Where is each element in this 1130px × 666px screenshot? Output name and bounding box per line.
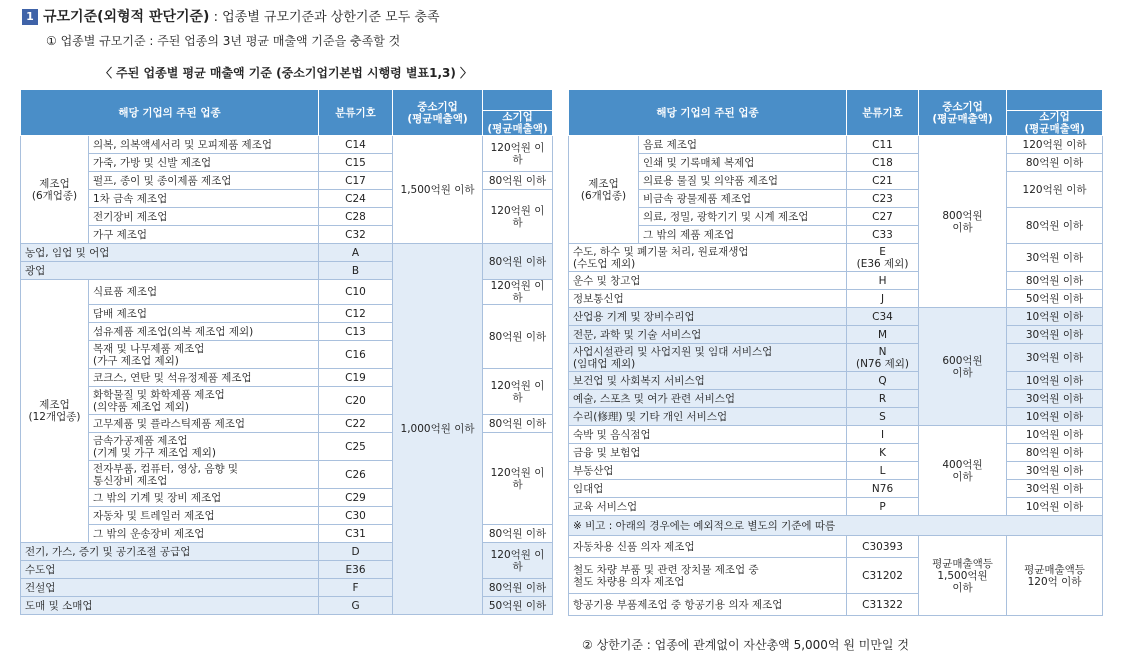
header-medium: 중소기업 (평균매출액)	[393, 90, 483, 136]
table-row	[569, 172, 1103, 190]
industry-code: I	[847, 426, 919, 444]
industry-name: 금속가공제품 제조업 (기계 및 가구 제조업 제외)	[89, 433, 319, 461]
industry-code: C30	[319, 507, 393, 525]
industry-code: C28	[319, 208, 393, 226]
industry-code: N76	[847, 480, 919, 498]
small-threshold: 30억원 이하	[1007, 462, 1103, 480]
industry-name: 식료품 제조업	[89, 280, 319, 305]
section-title: 규모기준(외형적 판단기준)	[43, 9, 210, 25]
industry-name: 섬유제품 제조업(의복 제조업 제외)	[89, 323, 319, 341]
industry-code: C10	[319, 280, 393, 305]
industry-name: 비금속 광물제품 제조업	[639, 190, 847, 208]
exception-name: 자동차용 신품 의자 제조업	[569, 536, 847, 558]
industry-code: C33	[847, 226, 919, 244]
industry-code: C31	[319, 525, 393, 543]
small-threshold: 50억원 이하	[1007, 290, 1103, 308]
industry-name: 전문, 과학 및 기술 서비스업	[569, 326, 847, 344]
industry-code: C32	[319, 226, 393, 244]
industry-name: 의료, 정밀, 광학기기 및 시계 제조업	[639, 208, 847, 226]
small-threshold: 30억원 이하	[1007, 244, 1103, 272]
industry-name: 전기장비 제조업	[89, 208, 319, 226]
industry-name: 의복, 의복액세서리 및 모피제품 제조업	[89, 136, 319, 154]
industry-code: C29	[319, 489, 393, 507]
industry-name: 사업시설관리 및 사업지원 및 임대 서비스업 (임대업 제외)	[569, 344, 847, 372]
left-table	[20, 89, 553, 615]
small-threshold: 10억원 이하	[1007, 408, 1103, 426]
small-threshold: 80억원 이하	[1007, 208, 1103, 244]
industry-name: 정보통신업	[569, 290, 847, 308]
industry-code: E36	[319, 561, 393, 579]
medium-threshold: 1,000억원 이하	[393, 244, 483, 615]
industry-name: 숙박 및 음식점업	[569, 426, 847, 444]
industry-code: C21	[847, 172, 919, 190]
table-row	[569, 154, 1103, 172]
table-row	[569, 136, 1103, 154]
industry-code: Q	[847, 372, 919, 390]
industry-name: 수도, 하수 및 폐기물 처리, 원료재생업 (수도업 제외)	[569, 244, 847, 272]
medium-threshold: 1,500억원 이하	[393, 136, 483, 244]
medium-threshold: 800억원 이하	[919, 136, 1007, 308]
industry-code: N (N76 제외)	[847, 344, 919, 372]
industry-name: 가구 제조업	[89, 226, 319, 244]
header-industry: 해당 기업의 주된 업종	[21, 90, 319, 136]
table-row	[569, 272, 1103, 290]
table-row	[569, 516, 1103, 536]
header-small: 소기업 (평균매출액)	[1007, 111, 1103, 136]
section-number-badge: 1	[22, 9, 38, 25]
table-row	[21, 90, 553, 111]
industry-name: 의료용 물질 및 의약품 제조업	[639, 172, 847, 190]
industry-code: C19	[319, 369, 393, 387]
industry-name: 산업용 기계 및 장비수리업	[569, 308, 847, 326]
small-threshold: 50억원 이하	[483, 597, 553, 615]
industry-name: 전기, 가스, 증기 및 공기조절 공급업	[21, 543, 319, 561]
exception-code: C31202	[847, 558, 919, 594]
right-table	[568, 89, 1103, 616]
industry-code: P	[847, 498, 919, 516]
small-threshold: 120억원 이하	[483, 136, 553, 172]
industry-name: 고무제품 및 플라스틱제품 제조업	[89, 415, 319, 433]
industry-name: 인쇄 및 기록매체 복제업	[639, 154, 847, 172]
small-threshold: 120억원 이하	[1007, 136, 1103, 154]
industry-code: C14	[319, 136, 393, 154]
table-row	[569, 90, 1103, 111]
industry-name: 음료 제조업	[639, 136, 847, 154]
exception-code: C30393	[847, 536, 919, 558]
small-threshold: 30억원 이하	[1007, 390, 1103, 408]
industry-code: C11	[847, 136, 919, 154]
industry-name: 예술, 스포츠 및 여가 관련 서비스업	[569, 390, 847, 408]
industry-name: 자동차 및 트레일러 제조업	[89, 507, 319, 525]
industry-name: 담배 제조업	[89, 305, 319, 323]
industry-code: C13	[319, 323, 393, 341]
industry-name: 화학물질 및 화학제품 제조업 (의약품 제조업 제외)	[89, 387, 319, 415]
criterion-2: ② 상한기준 : 업종에 관계없이 자산총액 5,000억 원 미만일 것	[582, 638, 909, 652]
industry-code: L	[847, 462, 919, 480]
industry-code: C34	[847, 308, 919, 326]
industry-code: K	[847, 444, 919, 462]
header-code: 분류기호	[847, 90, 919, 136]
industry-name: 그 밖의 제품 제조업	[639, 226, 847, 244]
industry-name: 금융 및 보험업	[569, 444, 847, 462]
small-threshold: 10억원 이하	[1007, 372, 1103, 390]
industry-code: J	[847, 290, 919, 308]
header-small-pad	[1007, 90, 1103, 111]
small-threshold: 10억원 이하	[1007, 308, 1103, 326]
industry-code: A	[319, 244, 393, 262]
small-threshold: 80억원 이하	[1007, 444, 1103, 462]
small-threshold: 80억원 이하	[483, 244, 553, 280]
industry-name: 임대업	[569, 480, 847, 498]
group-manufacturing-6: 제조업 (6개업종)	[569, 136, 639, 244]
header-small: 소기업 (평균매출액)	[483, 111, 553, 136]
table-row	[569, 208, 1103, 226]
small-threshold: 80억원 이하	[1007, 272, 1103, 290]
industry-name: 코크스, 연탄 및 석유정제품 제조업	[89, 369, 319, 387]
small-threshold: 30억원 이하	[1007, 480, 1103, 498]
industry-code: G	[319, 597, 393, 615]
header-small-pad	[483, 90, 553, 111]
industry-code: C16	[319, 341, 393, 369]
small-threshold: 120억원 이하	[1007, 172, 1103, 208]
small-threshold: 30억원 이하	[1007, 326, 1103, 344]
table-row	[569, 536, 1103, 558]
industry-name: 도매 및 소매업	[21, 597, 319, 615]
industry-name: 운수 및 창고업	[569, 272, 847, 290]
industry-name: 농업, 임업 및 어업	[21, 244, 319, 262]
small-threshold: 120억원 이하	[483, 280, 553, 305]
exception-name: 철도 차량 부품 및 관련 장치물 제조업 중 철도 차량용 의자 제조업	[569, 558, 847, 594]
industry-code: S	[847, 408, 919, 426]
table-row	[569, 344, 1103, 372]
industry-code: C26	[319, 461, 393, 489]
table-row	[569, 462, 1103, 480]
exception-small: 평균매출액등 120억 이하	[1007, 536, 1103, 616]
industry-name: 전자부품, 컴퓨터, 영상, 음향 및 통신장비 제조업	[89, 461, 319, 489]
small-threshold: 80억원 이하	[483, 172, 553, 190]
industry-code: E (E36 제외)	[847, 244, 919, 272]
industry-code: C17	[319, 172, 393, 190]
industry-code: R	[847, 390, 919, 408]
industry-code: C22	[319, 415, 393, 433]
industry-code: C23	[847, 190, 919, 208]
medium-threshold: 600억원 이하	[919, 308, 1007, 426]
header-medium: 중소기업 (평균매출액)	[919, 90, 1007, 136]
table-row	[569, 244, 1103, 272]
small-threshold: 30억원 이하	[1007, 344, 1103, 372]
small-threshold: 120억원 이하	[483, 543, 553, 579]
industry-name: 그 밖의 기계 및 장비 제조업	[89, 489, 319, 507]
table-caption: 〈 주된 업종별 평균 매출액 기준 (중소기업기본법 시행령 별표1,3) 〉	[100, 66, 473, 80]
exception-medium: 평균매출액등 1,500억원 이하	[919, 536, 1007, 616]
industry-code: C25	[319, 433, 393, 461]
table-row	[569, 308, 1103, 326]
group-manufacturing-12: 제조업 (12개업종)	[21, 280, 89, 543]
small-threshold: 10억원 이하	[1007, 498, 1103, 516]
industry-code: F	[319, 579, 393, 597]
industry-code: C12	[319, 305, 393, 323]
header-code: 분류기호	[319, 90, 393, 136]
industry-name: 수리(修理) 및 기타 개인 서비스업	[569, 408, 847, 426]
industry-name: 1차 금속 제조업	[89, 190, 319, 208]
small-threshold: 120억원 이하	[483, 433, 553, 525]
small-threshold: 120억원 이하	[483, 369, 553, 415]
exception-name: 항공기용 부품제조업 중 항공기용 의자 제조업	[569, 594, 847, 616]
industry-name: 부동산업	[569, 462, 847, 480]
table-row	[569, 290, 1103, 308]
table-row	[569, 444, 1103, 462]
small-threshold: 120억원 이하	[483, 190, 553, 244]
table-row	[569, 480, 1103, 498]
small-threshold: 80억원 이하	[483, 525, 553, 543]
exception-code: C31322	[847, 594, 919, 616]
table-row	[569, 390, 1103, 408]
table-row	[21, 136, 553, 154]
section-heading	[22, 6, 440, 26]
table-row	[569, 426, 1103, 444]
industry-code: C24	[319, 190, 393, 208]
industry-code: H	[847, 272, 919, 290]
industry-name: 교육 서비스업	[569, 498, 847, 516]
industry-name: 건설업	[21, 579, 319, 597]
table-row	[569, 408, 1103, 426]
industry-code: C15	[319, 154, 393, 172]
note-row: ※ 비고 : 아래의 경우에는 예외적으로 별도의 기준에 따름	[569, 516, 1103, 536]
industry-name: 그 밖의 운송장비 제조업	[89, 525, 319, 543]
group-manufacturing-6: 제조업 (6개업종)	[21, 136, 89, 244]
industry-name: 펄프, 종이 및 종이제품 제조업	[89, 172, 319, 190]
industry-name: 목재 및 나무제품 제조업 (가구 제조업 제외)	[89, 341, 319, 369]
industry-code: C27	[847, 208, 919, 226]
section-title-desc: : 업종별 규모기준과 상한기준 모두 충족	[209, 10, 440, 25]
small-threshold: 80억원 이하	[483, 305, 553, 369]
industry-code: M	[847, 326, 919, 344]
industry-name: 광업	[21, 262, 319, 280]
table-row	[569, 326, 1103, 344]
table-row	[21, 244, 553, 262]
small-threshold: 80억원 이하	[1007, 154, 1103, 172]
table-row	[569, 372, 1103, 390]
header-industry: 해당 기업의 주된 업종	[569, 90, 847, 136]
industry-code: C18	[847, 154, 919, 172]
small-threshold: 80억원 이하	[483, 415, 553, 433]
industry-name: 가죽, 가방 및 신발 제조업	[89, 154, 319, 172]
criterion-1: ① 업종별 규모기준 : 주된 업종의 3년 평균 매출액 기준을 충족할 것	[46, 34, 401, 48]
medium-threshold: 400억원 이하	[919, 426, 1007, 516]
industry-code: B	[319, 262, 393, 280]
small-threshold: 80억원 이하	[483, 579, 553, 597]
industry-name: 보건업 및 사회복지 서비스업	[569, 372, 847, 390]
industry-name: 수도업	[21, 561, 319, 579]
industry-code: D	[319, 543, 393, 561]
small-threshold: 10억원 이하	[1007, 426, 1103, 444]
industry-code: C20	[319, 387, 393, 415]
table-row	[569, 498, 1103, 516]
